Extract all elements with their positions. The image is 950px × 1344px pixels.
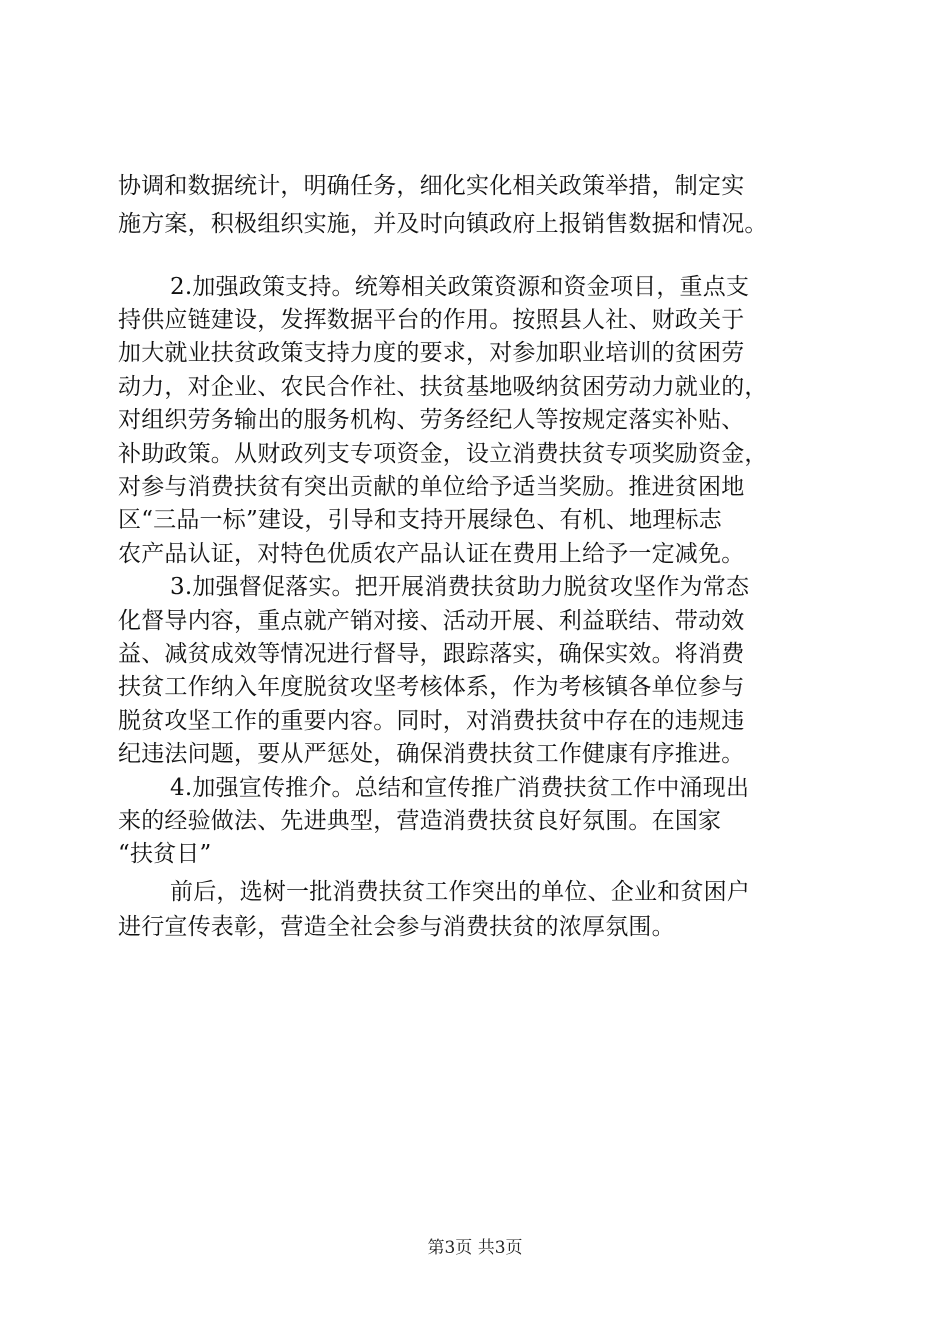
text-line: 来的经验做法、先进典型，营造消费扶贫良好氛围。在国家 bbox=[118, 808, 722, 834]
text-line: 纪违法问题，要从严惩处，确保消费扶贫工作健康有序推进。 bbox=[118, 741, 745, 767]
page-footer: 第3页 共3页 bbox=[427, 1238, 523, 1258]
text-line: 施方案，积极组织实施，并及时向镇政府上报销售数据和情况。 bbox=[118, 211, 768, 237]
text-line: 4.加强宣传推介。总结和宣传推广消费扶贫工作中涌现出 bbox=[170, 775, 750, 801]
text-line: 化督导内容，重点就产销对接、活动开展、利益联结、带动效 bbox=[118, 608, 745, 634]
text-line: 脱贫攻坚工作的重要内容。同时，对消费扶贫中存在的违规违 bbox=[118, 708, 745, 734]
text-line: 进行宣传表彰，营造全社会参与消费扶贫的浓厚氛围。 bbox=[118, 914, 675, 940]
text-line: 动力，对企业、农民合作社、扶贫基地吸纳贫困劳动力就业的， bbox=[118, 374, 768, 400]
text-line: 对参与消费扶贫有突出贡献的单位给予适当奖励。推进贫困地 bbox=[118, 474, 745, 500]
text-line: 协调和数据统计，明确任务，细化实化相关政策举措，制定实 bbox=[118, 173, 745, 199]
text-line: 前后，选树一批消费扶贫工作突出的单位、企业和贫困户 bbox=[170, 879, 750, 905]
text-line: 2.加强政策支持。统筹相关政策资源和资金项目，重点支 bbox=[170, 274, 750, 300]
text-line: 农产品认证，对特色优质农产品认证在费用上给予一定减免。 bbox=[118, 541, 745, 567]
text-line: 3.加强督促落实。把开展消费扶贫助力脱贫攻坚作为常态 bbox=[170, 574, 750, 600]
text-line: 益、减贫成效等情况进行督导，跟踪落实，确保实效。将消费 bbox=[118, 641, 745, 667]
text-line: 区“三品一标”建设，引导和支持开展绿色、有机、地理标志 bbox=[118, 507, 722, 533]
text-line: 对组织劳务输出的服务机构、劳务经纪人等按规定落实补贴、 bbox=[118, 407, 745, 433]
text-line: 持供应链建设，发挥数据平台的作用。按照县人社、财政关于 bbox=[118, 307, 745, 333]
text-line: 加大就业扶贫政策支持力度的要求，对参加职业培训的贫困劳 bbox=[118, 340, 745, 366]
text-line: 补助政策。从财政列支专项资金，设立消费扶贫专项奖励资金， bbox=[118, 441, 768, 467]
text-line: 扶贫工作纳入年度脱贫攻坚考核体系，作为考核镇各单位参与 bbox=[118, 674, 745, 700]
text-line: “扶贫日” bbox=[118, 841, 212, 867]
